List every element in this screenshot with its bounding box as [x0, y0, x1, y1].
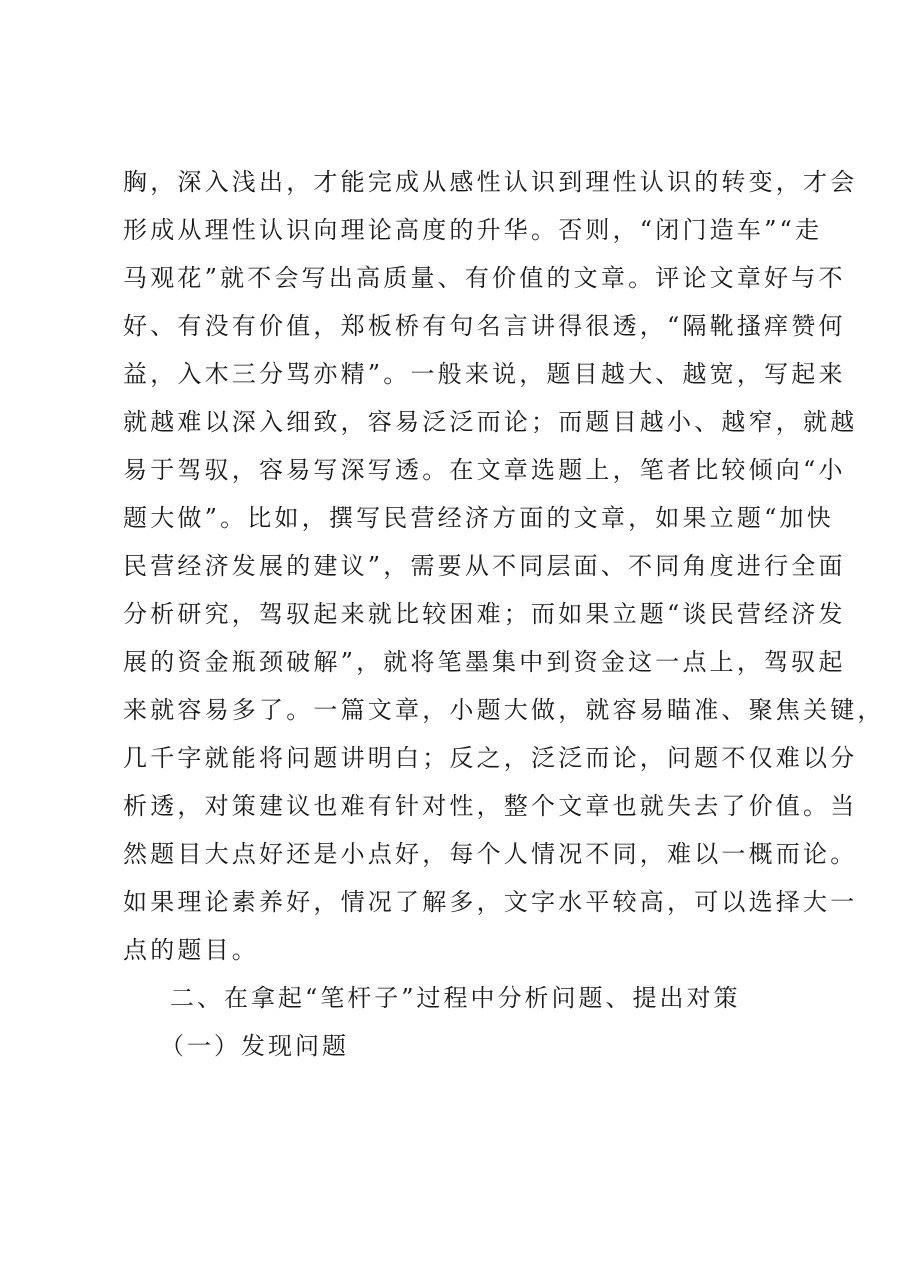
- paragraph-line: 展的资金瓶颈破解”，就将笔墨集中到资金这一点上，驾驭起: [123, 648, 846, 676]
- paragraph-line: 然题目大点好还是小点好，每个人情况不同，难以一概而论。: [123, 840, 858, 868]
- paragraph-line: 如果理论素养好，情况了解多，文字水平较高，可以选择大一: [123, 888, 858, 916]
- paragraph-line: 分析研究，驾驭起来就比较困难；而如果立题“谈民营经济发: [123, 600, 846, 628]
- paragraph-line: 胸，深入浅出，才能完成从感性认识到理性认识的转变，才会: [123, 168, 858, 196]
- paragraph-line: 益，入木三分骂亦精”。一般来说，题目越大、越宽，写起来: [123, 360, 846, 388]
- paragraph-line: 好、有没有价值，郑板桥有句名言讲得很透，“隔靴搔痒赞何: [123, 312, 846, 340]
- paragraph-line: 易于驾驭，容易写深写透。在文章选题上，笔者比较倾向“小: [123, 456, 846, 484]
- paragraph-line: 就越难以深入细致，容易泛泛而论；而题目越小、越窄，就越: [123, 408, 858, 436]
- section-heading: 二、在拿起“笔杆子”过程中分析问题、提出对策: [170, 984, 741, 1012]
- paragraph-line: 民营经济发展的建议”，需要从不同层面、不同角度进行全面: [123, 552, 846, 580]
- paragraph-line: 点的题目。: [123, 936, 259, 964]
- paragraph-line: 形成从理性认识向理论高度的升华。否则，“闭门造车”“走: [123, 216, 823, 244]
- paragraph-line: 马观花”就不会写出高质量、有价值的文章。评论文章好与不: [123, 264, 846, 292]
- subsection-heading: （一）发现问题: [160, 1032, 349, 1060]
- paragraph-line: 几千字就能将问题讲明白；反之，泛泛而论，问题不仅难以分: [123, 744, 858, 772]
- paragraph-line: 析透，对策建议也难有针对性，整个文章也就失去了价值。当: [123, 792, 858, 820]
- paragraph-line: 来就容易多了。一篇文章，小题大做，就容易瞄准、聚焦关键，: [123, 696, 885, 724]
- paragraph-line: 题大做”。比如，撰写民营经济方面的文章，如果立题“加快: [123, 504, 834, 532]
